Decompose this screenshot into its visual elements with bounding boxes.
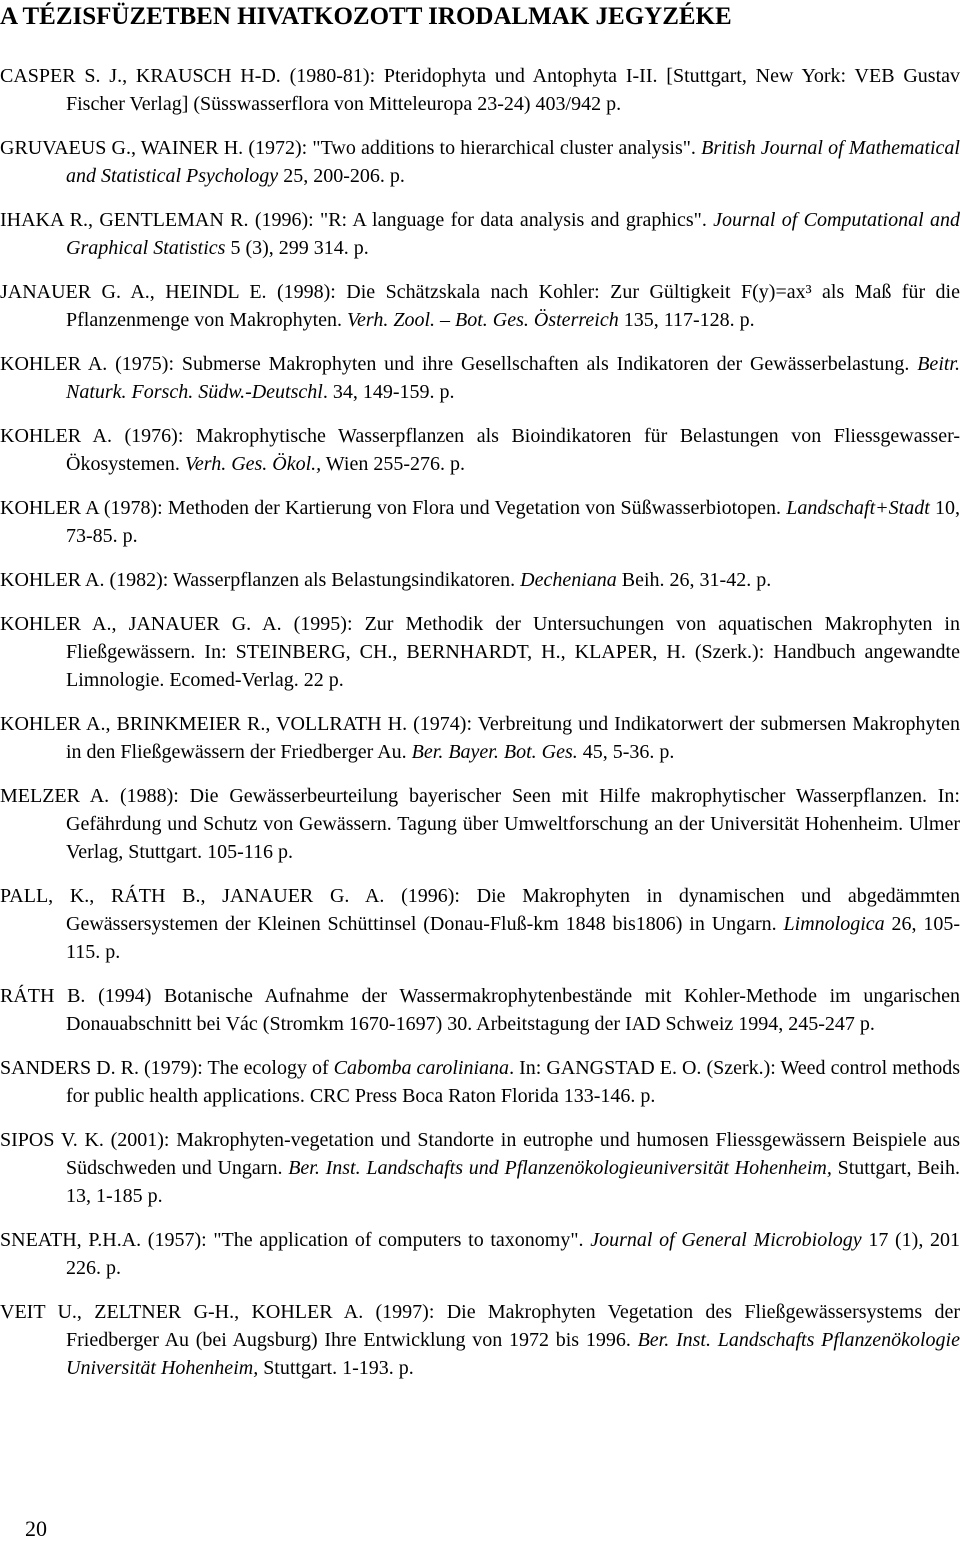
- reference-entry: KOHLER A. (1976): Makrophytische Wasserpflanzen als Bioindikatoren für Belastungen von Fliessgewasser-Ökosystemen. Verh. Ges. Ökol., Wien 255-276. p.: [0, 425, 960, 475]
- reference-entry: RÁTH B. (1994) Botanische Aufnahme der Wassermakrophytenbestände mit Kohler-Methode im ungarischen Donauabschnitt bei Vác (Stromkm 1670-1697) 30. Arbeitstagung der IAD Schweiz 1994, 245-247 p.: [0, 985, 960, 1035]
- page-title: A TÉZISFÜZETBEN HIVATKOZOTT IRODALMAK JEGYZÉKE: [0, 3, 732, 30]
- reference-list: [0, 62, 960, 1398]
- reference-entry: MELZER A. (1988): Die Gewässerbeurteilung bayerischer Seen mit Hilfe makrophytischer Wasserpflanzen. In: Gefährdung und Schutz von Gewässern. Tagung über Umweltforschung an der Universität Hohenheim. Ulmer Verlag, Stuttgart. 105-116 p.: [0, 785, 960, 863]
- reference-entry: SIPOS V. K. (2001): Makrophyten-vegetation und Standorte in eutrophe und humosen Fliessgewässern Beispiele aus Südschweden und Ungarn. Ber. Inst. Landschafts und Pflanzenökologieuniversität Hohenheim, Stuttgart, Beih. 13, 1-185 p.: [0, 1129, 960, 1207]
- reference-entry: GRUVAEUS G., WAINER H. (1972): "Two additions to hierarchical cluster analysis". British Journal of Mathematical and Statistical Psychology 25, 200-206. p.: [0, 137, 960, 187]
- reference-entry: PALL, K., RÁTH B., JANAUER G. A. (1996): Die Makrophyten in dynamischen und abgedämmten Gewässersystemen der Kleinen Schüttinsel (Donau-Fluß-km 1848 bis1806) in Ungarn. Limnologica 26, 105-115. p.: [0, 885, 960, 963]
- reference-entry: KOHLER A. (1982): Wasserpflanzen als Belastungsindikatoren. Decheniana Beih. 26, 31-42. p.: [0, 569, 772, 591]
- reference-entry: KOHLER A (1978): Methoden der Kartierung von Flora und Vegetation von Süßwasserbiotopen. Landschaft+Stadt 10, 73-85. p.: [0, 497, 960, 547]
- reference-entry: JANAUER G. A., HEINDL E. (1998): Die Schätzskala nach Kohler: Zur Gültigkeit F(y)=ax³ als Maß für die Pflanzenmenge von Makrophyten. Verh. Zool. – Bot. Ges. Österreich 135, 117-128. p.: [0, 281, 960, 331]
- reference-entry: KOHLER A. (1975): Submerse Makrophyten und ihre Gesellschaften als Indikatoren der Gewässerbelastung. Beitr. Naturk. Forsch. Südw.-Deutschl. 34, 149-159. p.: [0, 353, 960, 403]
- reference-entry: KOHLER A., JANAUER G. A. (1995): Zur Methodik der Untersuchungen von aquatischen Makrophyten in Fließgewässern. In: STEINBERG, CH., BERNHARDT, H., KLAPER, H. (Szerk.): Handbuch angewandte Limnologie. Ecomed-Verlag. 22 p.: [0, 613, 960, 691]
- reference-entry: SNEATH, P.H.A. (1957): "The application of computers to taxonomy". Journal of General Microbiology 17 (1), 201 226. p.: [0, 1229, 960, 1279]
- reference-entry: CASPER S. J., KRAUSCH H-D. (1980-81): Pteridophyta und Antophyta I-II. [Stuttgart, New York: VEB Gustav Fischer Verlag] (Süsswasserflora von Mitteleuropa 23-24) 403/942 p.: [0, 65, 960, 115]
- reference-entry: IHAKA R., GENTLEMAN R. (1996): "R: A language for data analysis and graphics". Journal of Computational and Graphical Statistics 5 (3), 299 314. p.: [0, 209, 960, 259]
- reference-entry: KOHLER A., BRINKMEIER R., VOLLRATH H. (1974): Verbreitung und Indikatorwert der submersen Makrophyten in den Fließgewässern der Friedberger Au. Ber. Bayer. Bot. Ges. 45, 5-36. p.: [0, 713, 960, 763]
- page-number: 20: [25, 1516, 47, 1541]
- reference-entry: SANDERS D. R. (1979): The ecology of Cabomba caroliniana. In: GANGSTAD E. O. (Szerk.): Weed control methods for public health applications. CRC Press Boca Raton Florida 133-146. p.: [0, 1057, 960, 1107]
- reference-entry: VEIT U., ZELTNER G-H., KOHLER A. (1997): Die Makrophyten Vegetation des Fließgewässersystems der Friedberger Au (bei Augsburg) Ihre Entwicklung von 1972 bis 1996. Ber. Inst. Landschafts Pflanzenökologie Universität Hohenheim, Stuttgart. 1-193. p.: [0, 1301, 960, 1379]
